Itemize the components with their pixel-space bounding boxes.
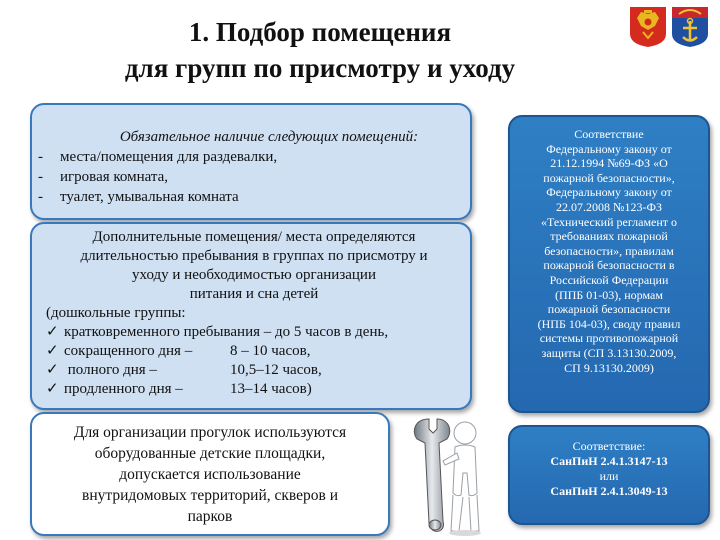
group-hours: 8 – 10 часов, [230,343,311,359]
sanpin-box [508,425,710,525]
dash-marker: - [38,149,43,165]
additional-rooms-intro-2: длительностью пребывания в группах по присмотру и [80,248,428,264]
fire-safety-line: Российской Федерации [549,272,669,287]
list-item-text: места/помещения для раздевалки, [60,149,278,165]
checkmark-icon: ✓ [46,362,59,378]
group-hours: 10,5–12 часов, [230,362,322,378]
group-name: сокращенного дня – [64,343,193,359]
page-title [60,14,580,86]
list-item [38,187,460,207]
additional-rooms-box [30,222,472,410]
list-item [38,147,460,167]
fire-safety-line: пожарной безопасности [547,302,671,317]
walks-line-4: внутридомовых территорий, скверов и [82,487,338,504]
sanpin-label: Соответствие: [572,439,646,453]
fire-safety-box [508,115,710,413]
list-item [46,380,462,399]
fire-safety-line: (ППБ 01-03), нормам [555,287,663,302]
fire-safety-line: Федеральному закону от [546,185,672,200]
required-rooms-box [30,103,472,220]
walks-line-2: оборудованные детские площадки, [94,445,326,462]
list-item-text: игровая комната, [60,169,169,185]
groups-label: (дошкольные группы: [46,305,186,321]
title-line-2: для групп по присмотру и уходу [124,53,516,83]
fire-safety-line: системы противопожарной [539,331,679,346]
walks-line-5: парков [187,508,233,525]
walks-line-3: допускается использование [119,466,301,483]
fire-safety-line: пожарной безопасности», [543,170,675,185]
group-name: кратковременного пребывания – до 5 часов в день, [64,324,389,340]
fire-safety-line: Соответствие [574,127,644,141]
fire-safety-line: 22.07.2008 №123-ФЗ [556,199,662,214]
additional-rooms-intro-4: питания и сна детей [189,286,319,302]
list-item [46,342,462,361]
checkmark-icon: ✓ [46,324,59,340]
fire-safety-line: пожарной безопасности в [543,258,675,273]
fire-safety-line: безопасности», правилам [544,243,674,258]
checkmark-icon: ✓ [46,381,59,397]
walks-line-1: Для организации прогулок используются [73,424,347,441]
dash-marker: - [38,189,43,205]
sanpin-or: или [599,469,619,483]
title-line-1: 1. Подбор помещения [188,17,452,47]
russia-coat-of-arms-icon [630,7,666,47]
list-item-text: туалет, умывальная комната [60,189,239,205]
emblems [628,4,710,48]
list-item [38,167,460,187]
fire-safety-line: 21.12.1994 №69-ФЗ «О [550,156,668,171]
additional-rooms-intro-3: уходу и необходимостью организации [132,267,376,283]
murmansk-region-coat-of-arms-icon [672,7,708,47]
group-hours: 13–14 часов) [230,381,312,397]
required-rooms-heading: Обязательное наличие следующих помещений: [119,129,419,145]
fire-safety-line: СП 9.13130.2009) [564,360,654,375]
fire-safety-line: (НПБ 104-03), своду правил [537,316,681,331]
fire-safety-line: защиты (СП 3.13130.2009, [541,345,677,360]
list-item [46,323,462,342]
group-name: продленного дня – [64,381,183,397]
person-with-wrench-icon [385,413,485,538]
fire-safety-line: «Технический регламент о [540,214,678,229]
walks-box [30,412,390,536]
fire-safety-line: требованиях пожарной [550,229,668,244]
sanpin-norm-2: СанПиН 2.4.1.3049-13 [550,484,668,498]
checkmark-icon: ✓ [46,343,59,359]
additional-rooms-intro-1: Дополнительные помещения/ места определяются [92,229,416,245]
fire-safety-line: Федеральному закону от [546,141,672,156]
dash-marker: - [38,169,43,185]
group-name: полного дня – [64,362,157,378]
sanpin-norm-1: СанПиН 2.4.1.3147-13 [550,454,668,468]
list-item [46,361,462,380]
